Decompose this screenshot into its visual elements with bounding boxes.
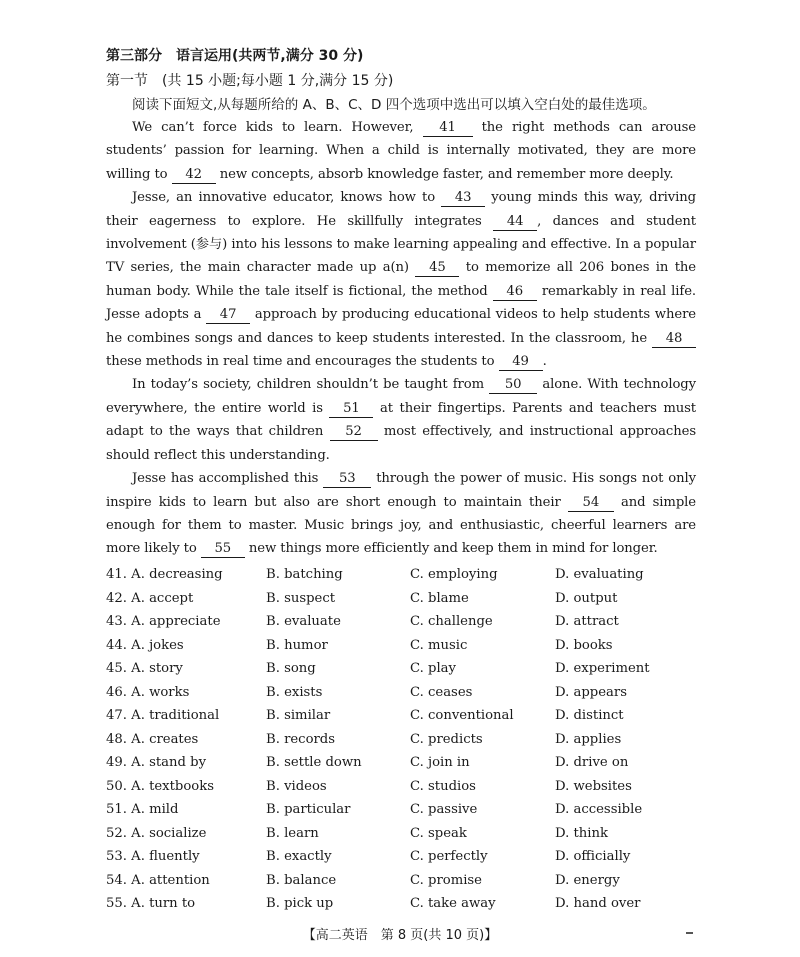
option-d: D. experiment	[555, 661, 650, 677]
question-row	[106, 728, 655, 752]
option-b: B. particular	[266, 802, 351, 818]
option-a: 48. A. creates	[106, 731, 199, 747]
paragraph-1: We can’t force kids to learn. However, 41 the right methods can arouse students’ passion for learning. When a child is internally motivated, they are more willing to 42 new concepts, absorb knowledge faster, and remember more deeply.	[106, 120, 697, 182]
option-c: C. employing	[410, 567, 498, 583]
option-c: C. challenge	[410, 614, 493, 630]
question-row	[106, 822, 655, 846]
blank-52: 52	[330, 424, 378, 441]
question-row	[106, 587, 655, 611]
blank-48: 48	[652, 331, 696, 348]
blank-47: 47	[206, 307, 250, 324]
option-d: D. distinct	[555, 708, 624, 724]
blank-46: 46	[493, 284, 537, 301]
question-row	[106, 869, 655, 893]
option-d: D. attract	[555, 614, 619, 630]
blank-42: 42	[172, 167, 216, 184]
option-b: B. exactly	[266, 849, 332, 865]
option-a: 41. A. decreasing	[106, 567, 223, 583]
option-d: D. officially	[555, 849, 631, 865]
blank-43: 43	[441, 190, 485, 207]
blank-44: 44	[493, 214, 537, 231]
page-footer: 【高二英语 第 8 页(共 10 页)】	[302, 928, 498, 943]
option-b: B. exists	[266, 684, 323, 700]
option-a: 45. A. story	[106, 661, 183, 677]
option-c: C. passive	[410, 802, 478, 818]
blank-50: 50	[489, 377, 537, 394]
question-row	[106, 657, 655, 681]
option-c: C. blame	[410, 590, 469, 606]
option-b: B. settle down	[266, 755, 362, 771]
question-row	[106, 775, 655, 799]
option-a: 43. A. appreciate	[106, 614, 221, 630]
option-b: B. suspect	[266, 590, 336, 606]
option-c: C. perfectly	[410, 849, 488, 865]
blank-41: 41	[423, 120, 473, 137]
option-c: C. ceases	[410, 684, 473, 700]
option-a: 44. A. jokes	[106, 637, 184, 653]
option-c: C. play	[410, 661, 456, 677]
option-b: B. similar	[266, 708, 331, 724]
question-row	[106, 892, 655, 916]
option-c: C. promise	[410, 872, 482, 888]
question-row	[106, 798, 655, 822]
paragraph-2: Jesse, an innovative educator, knows how to 43 young minds this way, driving their eagerness to explore. He skillfully integrates 44 , dances and student involvement (参与) into his lessons to make learning appealing and effective. In a popular TV series, the main character made up a(n) 45 to memorize all 206 bones in the human body. While the tale itself is fictional, the method 46 remarkably in real life. Jesse adopts a 47 approach by producing educational videos to help students where he combines songs and dances to keep students interested. In the classroom, he 48 these methods in real time and encourages the students to 49 .	[106, 190, 696, 370]
option-a: 54. A. attention	[106, 872, 210, 888]
section-title: 第三部分 语言运用(共两节,满分 30 分)	[106, 48, 364, 64]
option-b: B. learn	[266, 825, 319, 841]
option-b: B. records	[266, 731, 336, 747]
blank-51: 51	[329, 401, 373, 418]
option-c: C. take away	[410, 896, 496, 912]
option-d: D. output	[555, 590, 618, 606]
option-a: 55. A. turn to	[106, 896, 196, 912]
question-row	[106, 610, 655, 634]
option-d: D. energy	[555, 872, 620, 888]
blank-53: 53	[323, 471, 371, 488]
option-d: D. applies	[555, 731, 622, 747]
scan-mark	[686, 932, 693, 934]
option-d: D. books	[555, 637, 613, 653]
option-c: C. predicts	[410, 731, 483, 747]
option-b: B. humor	[266, 637, 328, 653]
question-row	[106, 845, 655, 869]
option-a: 42. A. accept	[106, 590, 194, 606]
option-c: C. conventional	[410, 708, 514, 724]
option-d: D. hand over	[555, 896, 641, 912]
question-row	[106, 751, 655, 775]
option-d: D. appears	[555, 684, 627, 700]
option-c: C. studios	[410, 778, 476, 794]
option-a: 51. A. mild	[106, 802, 179, 818]
option-b: B. pick up	[266, 896, 334, 912]
option-c: C. join in	[410, 755, 470, 771]
option-a: 46. A. works	[106, 684, 190, 700]
option-a: 53. A. fluently	[106, 849, 200, 865]
blank-55: 55	[201, 541, 245, 558]
option-a: 49. A. stand by	[106, 755, 207, 771]
instruction-text: 阅读下面短文,从每题所给的 A、B、C、D 四个选项中选出可以填入空白处的最佳选项。	[132, 97, 656, 113]
subsection-title: 第一节 (共 15 小题;每小题 1 分,满分 15 分)	[106, 73, 394, 89]
option-a: 52. A. socialize	[106, 825, 207, 841]
option-d: D. think	[555, 825, 608, 841]
question-row	[106, 634, 655, 658]
blank-54: 54	[568, 495, 614, 512]
option-b: B. batching	[266, 567, 343, 583]
option-d: D. evaluating	[555, 567, 644, 583]
blank-49: 49	[499, 354, 543, 371]
question-row	[106, 563, 655, 587]
option-a: 50. A. textbooks	[106, 778, 214, 794]
option-b: B. balance	[266, 872, 337, 888]
option-b: B. evaluate	[266, 614, 341, 630]
option-d: D. drive on	[555, 755, 629, 771]
option-d: D. websites	[555, 778, 632, 794]
option-b: B. song	[266, 661, 316, 677]
paragraph-4: Jesse has accomplished this 53 through the power of music. His songs not only inspire kids to learn but also are short enough to maintain their 54 and simple enough for them to master. Music brings joy, and enthusiastic, cheerful learners are more likely to 55 new things more efficiently and keep them in mind for longer.	[106, 471, 697, 557]
question-row	[106, 681, 655, 705]
question-row	[106, 704, 655, 728]
option-b: B. videos	[266, 778, 327, 794]
option-d: D. accessible	[555, 802, 643, 818]
blank-45: 45	[415, 260, 459, 277]
option-c: C. music	[410, 637, 468, 653]
cloze-passage	[106, 116, 696, 561]
paragraph-3: In today’s society, children shouldn’t be taught from 50 alone. With technology everywhere, the entire world is 51 at their fingertips. Parents and teachers must adapt to the ways that children 52 most effectively, and instructional approaches should reflect this understanding.	[106, 377, 696, 463]
option-c: C. speak	[410, 825, 467, 841]
option-a: 47. A. traditional	[106, 708, 220, 724]
options-list	[106, 563, 655, 916]
